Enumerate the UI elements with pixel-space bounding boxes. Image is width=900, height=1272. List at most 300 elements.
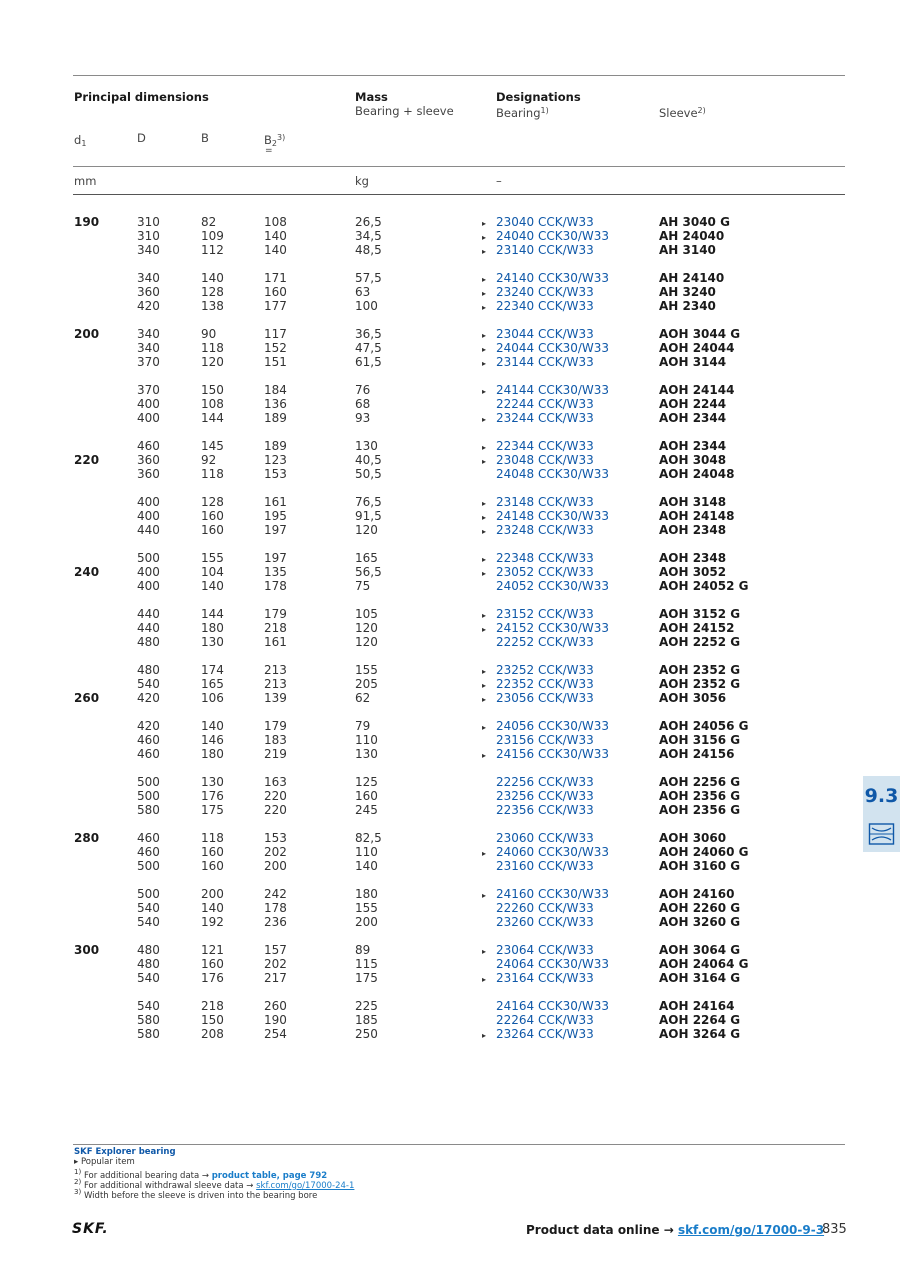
popular-item-marker: ▸ [482, 443, 487, 452]
popular-item-marker: ▸ [482, 891, 487, 900]
row-sleeve-designation: AOH 3260 G [659, 915, 741, 929]
row-sleeve-designation: AOH 24052 G [659, 579, 749, 593]
row-bearing-designation[interactable]: 23044 CCK/W33 [496, 327, 594, 341]
row-width-b2: 213 [264, 677, 287, 691]
row-width: 208 [201, 1027, 224, 1041]
row-mass: 200 [355, 915, 378, 929]
row-mass: 91,5 [355, 509, 382, 523]
row-bearing-designation[interactable]: 23060 CCK/W33 [496, 831, 594, 845]
row-sleeve-designation: AOH 3264 G [659, 1027, 741, 1041]
popular-item-marker: ▸ [482, 247, 487, 256]
row-outer-diameter: 340 [137, 327, 160, 341]
row-width: 146 [201, 733, 224, 747]
d1-symbol: d [74, 133, 82, 147]
row-mass: 155 [355, 663, 378, 677]
row-bearing-designation[interactable]: 22260 CCK/W33 [496, 901, 594, 915]
row-outer-diameter: 420 [137, 719, 160, 733]
B2-subscript: 2 [271, 139, 277, 148]
row-width: 180 [201, 747, 224, 761]
row-sleeve-designation: AOH 3148 [659, 495, 727, 509]
footnote-1-number: 1) [74, 1167, 82, 1176]
row-bearing-designation[interactable]: 23048 CCK/W33 [496, 453, 594, 467]
row-sleeve-designation: AOH 3156 G [659, 733, 741, 747]
row-sleeve-designation: AOH 24064 G [659, 957, 749, 971]
popular-item-marker: ▸ [482, 499, 487, 508]
row-outer-diameter: 540 [137, 677, 160, 691]
row-sleeve-designation: AOH 24152 [659, 621, 735, 635]
row-bearing-designation[interactable]: 22356 CCK/W33 [496, 803, 594, 817]
row-width: 108 [201, 397, 224, 411]
row-bearing-designation[interactable]: 23244 CCK/W33 [496, 411, 594, 425]
row-width: 118 [201, 467, 224, 481]
popular-item-marker: ▸ [482, 975, 487, 984]
row-bearing-designation[interactable]: 22348 CCK/W33 [496, 551, 594, 565]
row-bearing-designation[interactable]: 24056 CCK30/W33 [496, 719, 610, 733]
row-bearing-designation[interactable]: 24064 CCK30/W33 [496, 957, 610, 971]
row-width-b2: 177 [264, 299, 287, 313]
row-bearing-designation[interactable]: 24148 CCK30/W33 [496, 509, 610, 523]
row-sleeve-designation: AOH 24164 [659, 999, 735, 1013]
row-mass: 63 [355, 285, 371, 299]
row-outer-diameter: 370 [137, 355, 160, 369]
row-width-b2: 153 [264, 831, 287, 845]
row-outer-diameter: 460 [137, 845, 160, 859]
row-bearing-designation[interactable]: 24144 CCK30/W33 [496, 383, 610, 397]
row-width: 118 [201, 341, 224, 355]
row-width-b2: 197 [264, 523, 287, 537]
row-outer-diameter: 360 [137, 467, 160, 481]
row-mass: 115 [355, 957, 378, 971]
row-width-b2: 163 [264, 775, 287, 789]
row-mass: 93 [355, 411, 371, 425]
footnote-popular [74, 1157, 135, 1168]
popular-item-marker: ▸ [482, 415, 487, 424]
row-width: 130 [201, 635, 224, 649]
row-mass: 155 [355, 901, 378, 915]
mass-heading: Mass [355, 90, 388, 104]
row-width-b2: 218 [264, 621, 287, 635]
row-outer-diameter: 420 [137, 299, 160, 313]
row-mass: 205 [355, 677, 378, 691]
row-width: 140 [201, 579, 224, 593]
row-mass: 105 [355, 607, 378, 621]
row-mass: 160 [355, 789, 378, 803]
popular-item-marker: ▸ [482, 667, 487, 676]
row-width-b2: 152 [264, 341, 287, 355]
row-bearing-designation[interactable]: 24052 CCK30/W33 [496, 579, 610, 593]
popular-item-marker: ▸ [482, 359, 487, 368]
row-width-b2: 219 [264, 747, 287, 761]
footnote-rule [73, 1144, 845, 1145]
row-width: 218 [201, 999, 224, 1013]
row-outer-diameter: 480 [137, 943, 160, 957]
row-mass: 165 [355, 551, 378, 565]
row-outer-diameter: 340 [137, 243, 160, 257]
row-mass: 130 [355, 439, 378, 453]
row-width-b2: 184 [264, 383, 287, 397]
footnote-3-text: Width before the sleeve is driven into the bearing bore [83, 1190, 318, 1201]
row-width: 160 [201, 523, 224, 537]
row-width-b2: 160 [264, 285, 287, 299]
row-sleeve-designation: AOH 3164 G [659, 971, 741, 985]
section-tab-icon-box[interactable] [863, 816, 900, 852]
row-width-b2: 183 [264, 733, 287, 747]
row-width: 144 [201, 607, 224, 621]
footnote-title: SKF Explorer bearing [74, 1147, 176, 1157]
row-sleeve-designation: AOH 2352 G [659, 677, 741, 691]
row-mass: 76,5 [355, 495, 382, 509]
popular-item-marker: ▸ [482, 695, 487, 704]
row-sleeve-designation: AH 3140 [659, 243, 716, 257]
row-bearing-designation[interactable]: 23260 CCK/W33 [496, 915, 594, 929]
popular-item-marker: ▸ [482, 387, 487, 396]
footnote-2-number: 2) [74, 1177, 82, 1186]
row-mass: 40,5 [355, 453, 382, 467]
row-outer-diameter: 460 [137, 831, 160, 845]
row-bearing-designation[interactable]: 22256 CCK/W33 [496, 775, 594, 789]
row-width-b2: 189 [264, 411, 287, 425]
row-outer-diameter: 310 [137, 229, 160, 243]
row-sleeve-designation: AOH 2344 [659, 439, 727, 453]
row-width: 160 [201, 509, 224, 523]
row-width: 82 [201, 215, 217, 229]
row-mass: 250 [355, 1027, 378, 1041]
unit-dash: – [496, 174, 502, 188]
row-bearing-designation[interactable]: 23264 CCK/W33 [496, 1027, 594, 1041]
row-width-b2: 220 [264, 789, 287, 803]
row-mass: 140 [355, 859, 378, 873]
row-mass: 125 [355, 775, 378, 789]
product-data-online-link[interactable]: skf.com/go/17000-9-3 [677, 1223, 825, 1237]
B2-footnote-ref: 3) [276, 133, 286, 142]
bearing-heading-text: Bearing [496, 106, 541, 120]
row-outer-diameter: 370 [137, 383, 160, 397]
row-outer-diameter: 400 [137, 397, 160, 411]
row-bearing-designation[interactable]: 24140 CCK30/W33 [496, 271, 610, 285]
row-outer-diameter: 580 [137, 1013, 160, 1027]
row-d1: 280 [74, 831, 100, 845]
row-sleeve-designation: AH 3040 G [659, 215, 730, 229]
row-sleeve-designation: AOH 2348 [659, 523, 727, 537]
unit-mm: mm [74, 174, 97, 188]
row-bearing-designation[interactable]: 24152 CCK30/W33 [496, 621, 610, 635]
row-outer-diameter: 400 [137, 579, 160, 593]
row-mass: 175 [355, 971, 378, 985]
popular-item-marker: ▸ [482, 331, 487, 340]
row-bearing-designation[interactable]: 23140 CCK/W33 [496, 243, 594, 257]
row-bearing-designation[interactable]: 23148 CCK/W33 [496, 495, 594, 509]
row-mass: 82,5 [355, 831, 382, 845]
popular-item-marker: ▸ [482, 569, 487, 578]
row-bearing-designation[interactable]: 24040 CCK30/W33 [496, 229, 610, 243]
row-sleeve-designation: AOH 24144 [659, 383, 735, 397]
row-mass: 185 [355, 1013, 378, 1027]
row-mass: 120 [355, 635, 378, 649]
row-bearing-designation[interactable]: 23064 CCK/W33 [496, 943, 594, 957]
row-bearing-designation[interactable]: 24164 CCK30/W33 [496, 999, 610, 1013]
d1-column-header [74, 133, 86, 151]
B2-equal-sign: = [265, 146, 273, 156]
row-outer-diameter: 500 [137, 775, 160, 789]
popular-item-marker: ▸ [482, 625, 487, 634]
popular-item-marker: ▸ [482, 947, 487, 956]
row-sleeve-designation: AOH 2252 G [659, 635, 741, 649]
row-sleeve-designation: AOH 2352 G [659, 663, 741, 677]
row-width: 109 [201, 229, 224, 243]
row-bearing-designation[interactable]: 24156 CCK30/W33 [496, 747, 610, 761]
popular-item-marker: ▸ [482, 303, 487, 312]
row-d1: 300 [74, 943, 100, 957]
row-width: 155 [201, 551, 224, 565]
row-mass: 34,5 [355, 229, 382, 243]
row-width: 120 [201, 355, 224, 369]
row-bearing-designation[interactable]: 23152 CCK/W33 [496, 607, 594, 621]
row-outer-diameter: 400 [137, 565, 160, 579]
row-bearing-designation[interactable]: 23160 CCK/W33 [496, 859, 594, 873]
row-sleeve-designation: AOH 3056 [659, 691, 727, 705]
row-width-b2: 220 [264, 803, 287, 817]
popular-item-marker: ▸ [482, 233, 487, 242]
row-outer-diameter: 340 [137, 271, 160, 285]
footnote-3-number: 3) [74, 1187, 82, 1196]
row-bearing-designation[interactable]: 23156 CCK/W33 [496, 733, 594, 747]
row-bearing-designation[interactable]: 23256 CCK/W33 [496, 789, 594, 803]
row-width-b2: 123 [264, 453, 287, 467]
popular-item-marker: ▸ [482, 513, 487, 522]
row-width-b2: 197 [264, 551, 287, 565]
bearing-heading [496, 104, 549, 120]
row-sleeve-designation: AOH 3064 G [659, 943, 741, 957]
row-width-b2: 139 [264, 691, 287, 705]
units-divider [73, 194, 845, 195]
row-width-b2: 202 [264, 845, 287, 859]
row-outer-diameter: 440 [137, 621, 160, 635]
row-sleeve-designation: AOH 2344 [659, 411, 727, 425]
row-bearing-designation[interactable]: 23248 CCK/W33 [496, 523, 594, 537]
row-sleeve-designation: AOH 3052 [659, 565, 727, 579]
page-number: 835 [822, 1222, 847, 1237]
row-sleeve-designation: AOH 24148 [659, 509, 735, 523]
row-outer-diameter: 540 [137, 915, 160, 929]
row-d1: 220 [74, 453, 100, 467]
row-sleeve-designation: AH 3240 [659, 285, 716, 299]
product-table-link[interactable]: product table, page 792 [211, 1170, 328, 1181]
row-width: 118 [201, 831, 224, 845]
row-outer-diameter: 360 [137, 453, 160, 467]
row-width-b2: 153 [264, 467, 287, 481]
skf-logo: SKF. [72, 1221, 109, 1237]
row-width: 180 [201, 621, 224, 635]
row-width-b2: 178 [264, 579, 287, 593]
sleeve-heading-text: Sleeve [659, 106, 698, 120]
popular-item-marker: ▸ [482, 527, 487, 536]
row-width: 106 [201, 691, 224, 705]
sleeve-data-link[interactable]: skf.com/go/17000-24-1 [256, 1180, 355, 1191]
row-width-b2: 136 [264, 397, 287, 411]
row-outer-diameter: 580 [137, 1027, 160, 1041]
row-mass: 76 [355, 383, 371, 397]
row-mass: 225 [355, 999, 378, 1013]
row-width: 160 [201, 845, 224, 859]
mass-subheading: Bearing + sleeve [355, 104, 454, 118]
row-width-b2: 179 [264, 607, 287, 621]
row-width: 200 [201, 887, 224, 901]
row-d1: 240 [74, 565, 100, 579]
row-bearing-designation[interactable]: 23252 CCK/W33 [496, 663, 594, 677]
row-bearing-designation[interactable]: 22340 CCK/W33 [496, 299, 594, 313]
row-sleeve-designation: AOH 2356 G [659, 803, 741, 817]
bearing-icon [868, 821, 895, 847]
row-width: 176 [201, 971, 224, 985]
popular-item-marker: ▸ [482, 681, 487, 690]
row-width: 112 [201, 243, 224, 257]
row-outer-diameter: 340 [137, 341, 160, 355]
popular-item-marker: ▸ [482, 457, 487, 466]
row-width-b2: 157 [264, 943, 287, 957]
row-width-b2: 236 [264, 915, 287, 929]
product-data-online [526, 1223, 824, 1237]
row-outer-diameter: 580 [137, 803, 160, 817]
row-width: 128 [201, 495, 224, 509]
row-sleeve-designation: AH 2340 [659, 299, 716, 313]
bearing-footnote-ref: 1) [540, 106, 549, 115]
popular-item-marker: ▸ [482, 275, 487, 284]
row-width-b2: 117 [264, 327, 287, 341]
row-mass: 110 [355, 733, 378, 747]
d1-subscript: 1 [81, 139, 87, 148]
row-width-b2: 242 [264, 887, 287, 901]
row-bearing-designation[interactable]: 23164 CCK/W33 [496, 971, 594, 985]
row-width-b2: 171 [264, 271, 287, 285]
footnote-2-text: For additional withdrawal sleeve data → [83, 1180, 254, 1191]
row-width: 140 [201, 271, 224, 285]
sleeve-footnote-ref: 2) [697, 106, 706, 115]
row-width: 176 [201, 789, 224, 803]
row-bearing-designation[interactable]: 22344 CCK/W33 [496, 439, 594, 453]
row-mass: 56,5 [355, 565, 382, 579]
row-width: 128 [201, 285, 224, 299]
row-width-b2: 151 [264, 355, 287, 369]
row-sleeve-designation: AOH 24044 [659, 341, 735, 355]
row-bearing-designation[interactable]: 23052 CCK/W33 [496, 565, 594, 579]
row-width-b2: 254 [264, 1027, 287, 1041]
row-bearing-designation[interactable]: 24044 CCK30/W33 [496, 341, 610, 355]
popular-item-marker: ▸ [482, 723, 487, 732]
row-outer-diameter: 400 [137, 509, 160, 523]
row-mass: 61,5 [355, 355, 382, 369]
B2-symbol: B [264, 133, 272, 147]
popular-item-marker: ▸ [482, 611, 487, 620]
row-width: 104 [201, 565, 224, 579]
row-width-b2: 178 [264, 901, 287, 915]
row-mass: 68 [355, 397, 371, 411]
row-sleeve-designation: AOH 2348 [659, 551, 727, 565]
row-outer-diameter: 500 [137, 887, 160, 901]
row-width: 144 [201, 411, 224, 425]
row-width: 150 [201, 383, 224, 397]
row-mass: 57,5 [355, 271, 382, 285]
row-outer-diameter: 540 [137, 971, 160, 985]
designations-heading: Designations [496, 90, 581, 104]
row-bearing-designation[interactable]: 23056 CCK/W33 [496, 691, 594, 705]
row-bearing-designation[interactable]: 22244 CCK/W33 [496, 397, 594, 411]
row-bearing-designation[interactable]: 23040 CCK/W33 [496, 215, 594, 229]
section-tab[interactable] [863, 776, 900, 816]
row-outer-diameter: 460 [137, 439, 160, 453]
row-outer-diameter: 400 [137, 495, 160, 509]
row-width: 130 [201, 775, 224, 789]
row-width: 165 [201, 677, 224, 691]
row-mass: 47,5 [355, 341, 382, 355]
popular-item-marker: ▸ [482, 849, 487, 858]
popular-item-marker: ▸ [482, 555, 487, 564]
row-sleeve-designation: AOH 24160 [659, 887, 735, 901]
product-data-online-label: Product data online → [526, 1223, 674, 1237]
row-d1: 260 [74, 691, 100, 705]
row-width: 192 [201, 915, 224, 929]
row-width-b2: 135 [264, 565, 287, 579]
row-width-b2: 140 [264, 243, 287, 257]
row-bearing-designation[interactable]: 24160 CCK30/W33 [496, 887, 610, 901]
row-width-b2: 217 [264, 971, 287, 985]
row-mass: 48,5 [355, 243, 382, 257]
row-width: 175 [201, 803, 224, 817]
row-outer-diameter: 440 [137, 607, 160, 621]
row-outer-diameter: 360 [137, 285, 160, 299]
row-bearing-designation[interactable]: 24048 CCK30/W33 [496, 467, 610, 481]
row-mass: 75 [355, 579, 371, 593]
row-sleeve-designation: AOH 3044 G [659, 327, 741, 341]
row-sleeve-designation: AOH 24156 [659, 747, 735, 761]
row-bearing-designation[interactable]: 24060 CCK30/W33 [496, 845, 610, 859]
row-mass: 36,5 [355, 327, 382, 341]
B-column-header: B [201, 131, 209, 145]
row-width-b2: 213 [264, 663, 287, 677]
row-sleeve-designation: AOH 24056 G [659, 719, 749, 733]
row-width-b2: 189 [264, 439, 287, 453]
popular-item-marker: ▸ [482, 1031, 487, 1040]
row-mass: 110 [355, 845, 378, 859]
row-outer-diameter: 540 [137, 901, 160, 915]
row-sleeve-designation: AOH 2260 G [659, 901, 741, 915]
row-bearing-designation[interactable]: 22264 CCK/W33 [496, 1013, 594, 1027]
row-mass: 26,5 [355, 215, 382, 229]
row-width-b2: 260 [264, 999, 287, 1013]
footnote-1-text: For additional bearing data → [83, 1170, 210, 1181]
row-width: 121 [201, 943, 224, 957]
row-width-b2: 161 [264, 635, 287, 649]
row-sleeve-designation: AOH 3160 G [659, 859, 741, 873]
row-sleeve-designation: AH 24040 [659, 229, 725, 243]
row-d1: 200 [74, 327, 100, 341]
row-sleeve-designation: AH 24140 [659, 271, 725, 285]
row-bearing-designation[interactable]: 23240 CCK/W33 [496, 285, 594, 299]
row-width: 90 [201, 327, 217, 341]
row-bearing-designation[interactable]: 22352 CCK/W33 [496, 677, 594, 691]
row-mass: 79 [355, 719, 371, 733]
row-outer-diameter: 420 [137, 691, 160, 705]
row-bearing-designation[interactable]: 22252 CCK/W33 [496, 635, 594, 649]
row-outer-diameter: 460 [137, 747, 160, 761]
row-width-b2: 161 [264, 495, 287, 509]
sleeve-heading [659, 104, 706, 120]
popular-item-marker: ▸ [482, 751, 487, 760]
row-width: 140 [201, 901, 224, 915]
row-bearing-designation[interactable]: 23144 CCK/W33 [496, 355, 594, 369]
row-width: 145 [201, 439, 224, 453]
section-tab-number: 9.3 [864, 785, 899, 807]
row-outer-diameter: 310 [137, 215, 160, 229]
